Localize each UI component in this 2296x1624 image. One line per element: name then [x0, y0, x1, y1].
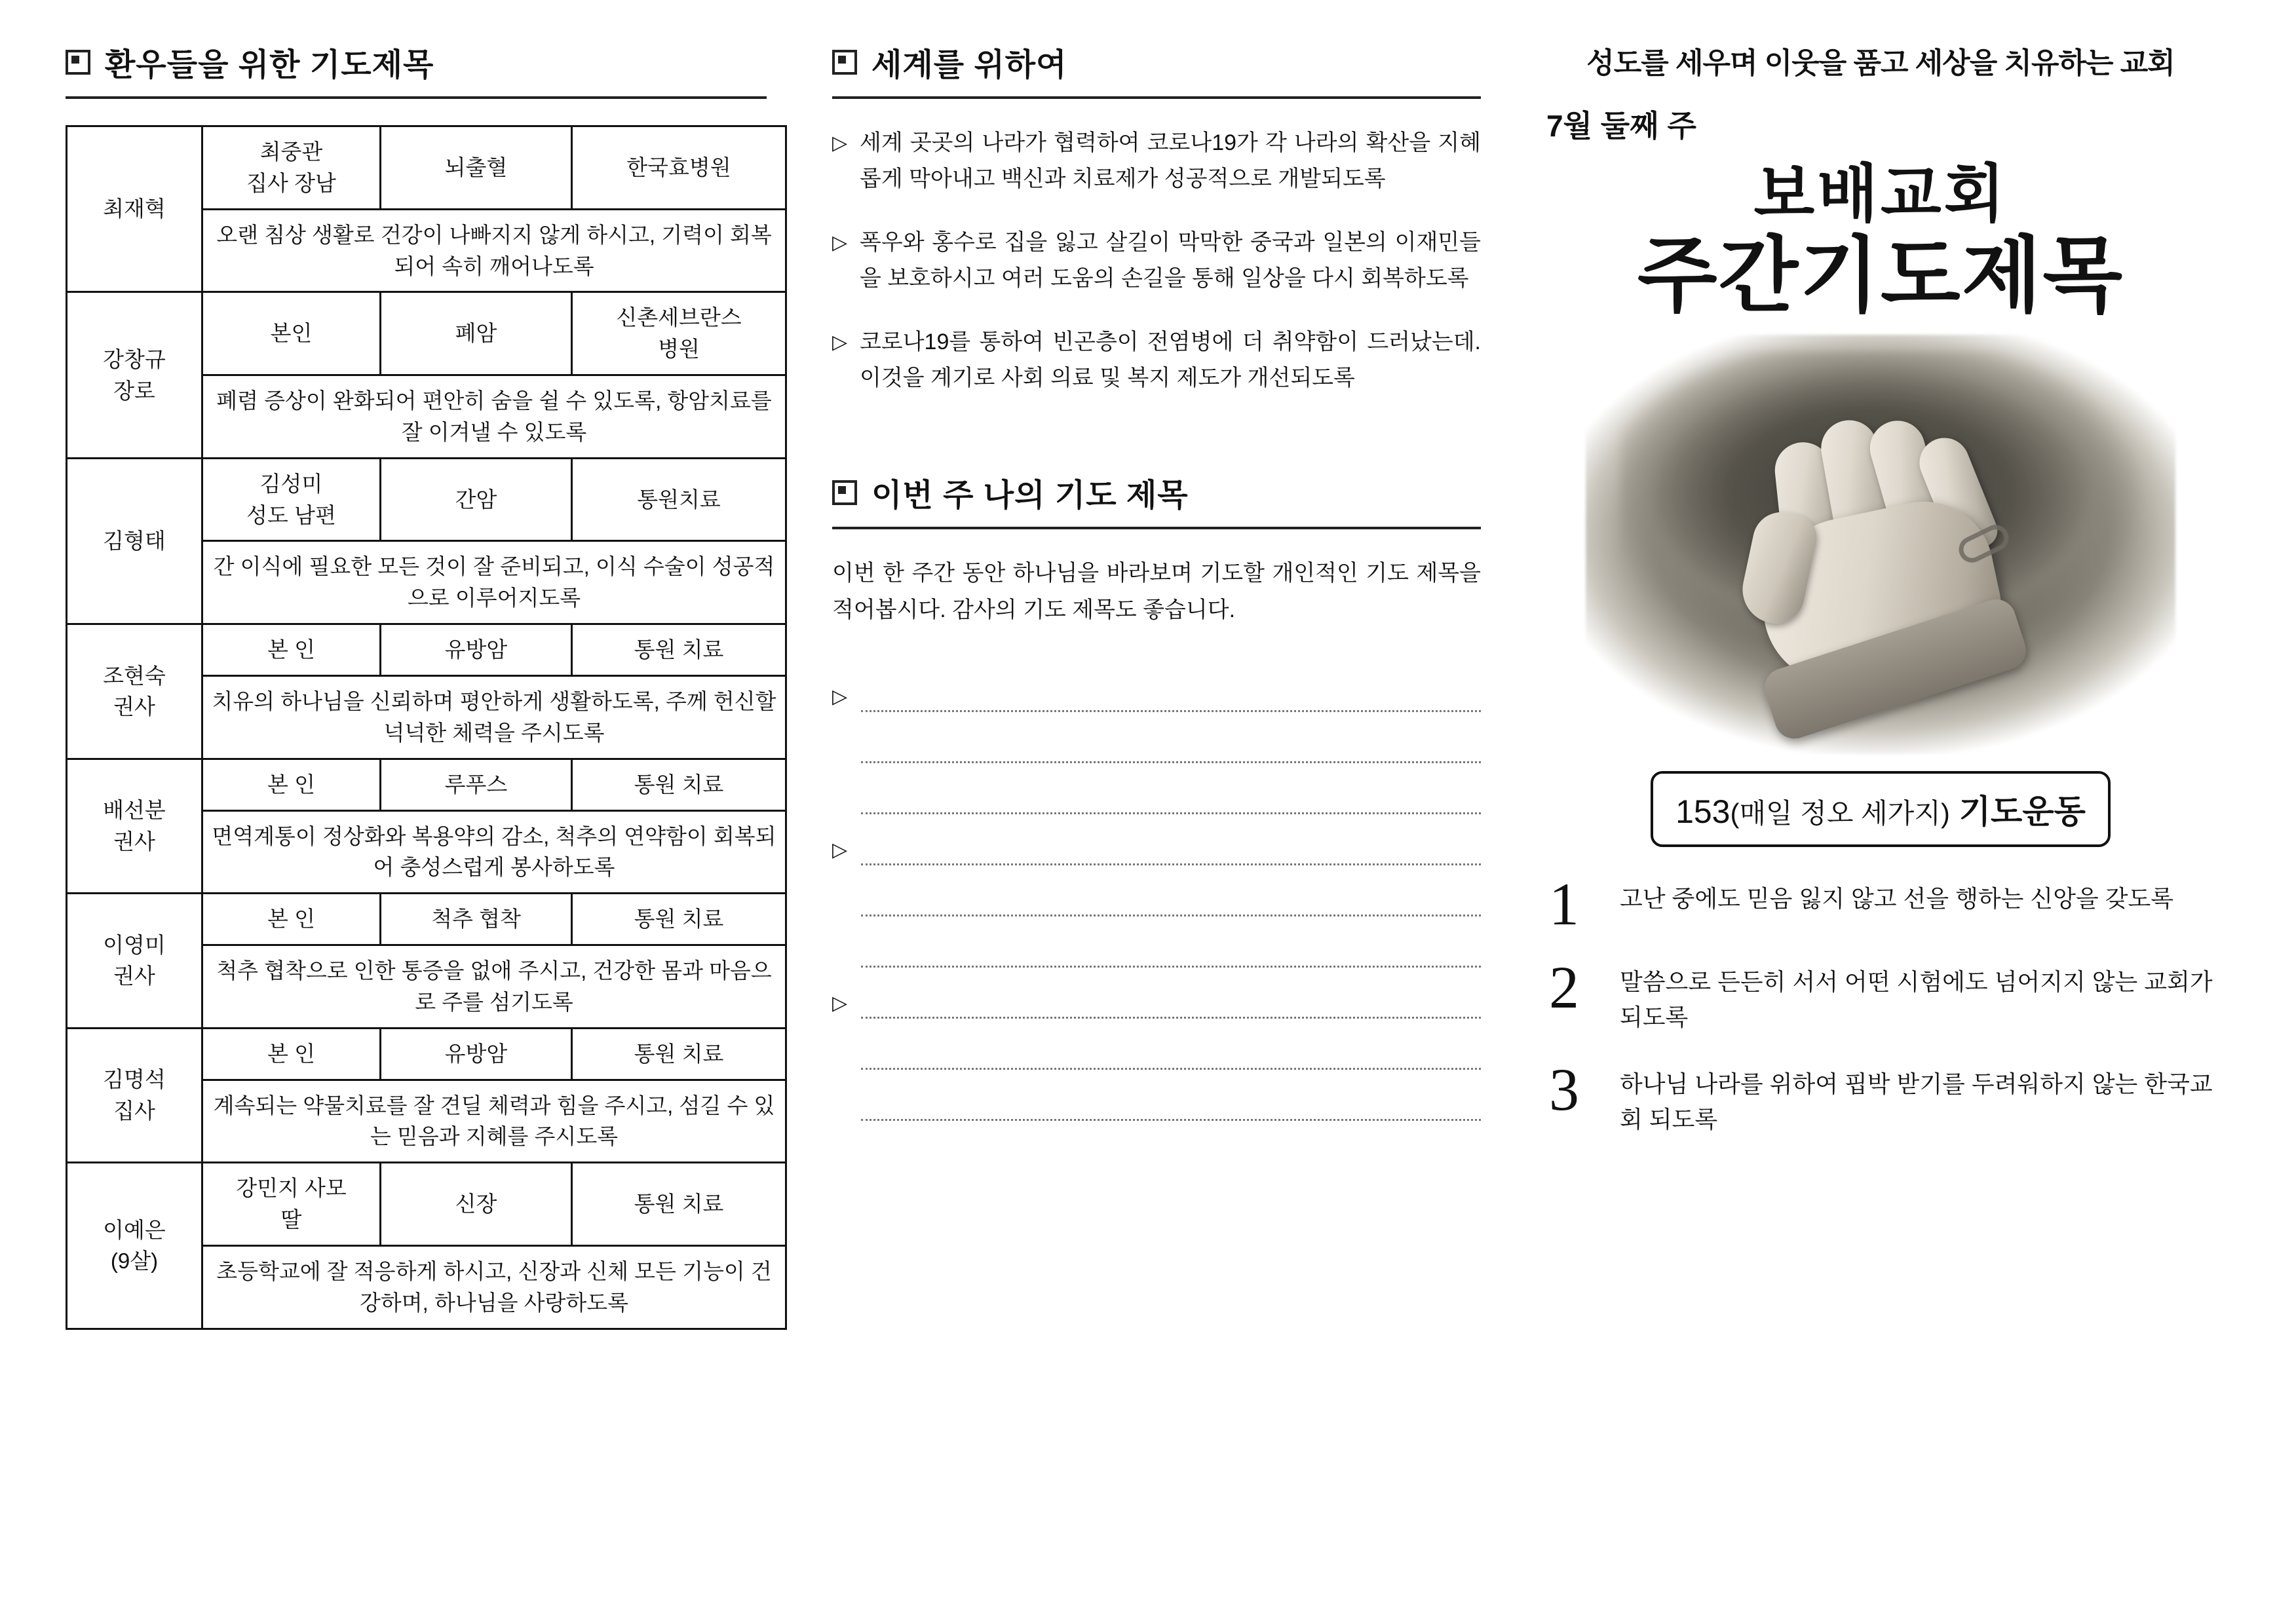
pledge-text: 하나님 나라를 위하여 핍박 받기를 두려워하지 않는 한국교회 되도록 — [1620, 1070, 2213, 1133]
patient-hospital: 통원 치료 — [572, 1163, 786, 1246]
patient-table-body — [67, 126, 786, 1329]
patient-relation: 본인 — [202, 292, 381, 375]
table-row — [67, 126, 786, 210]
patient-detail: 면역계통이 정상화와 복용약의 감소, 척추의 연약함이 회복되어 충성스럽게 봉사하도록 — [202, 810, 786, 894]
world-prayer-item — [832, 324, 1481, 396]
badge-paren: (매일 정오 세가지) — [1730, 797, 1950, 829]
world-prayer-text: 세계 곳곳의 나라가 협력하여 코로나19가 각 나라의 확산을 지혜롭게 막아내고 백신과 치료제가 성공적으로 개발되도록 — [860, 130, 1481, 192]
patient-detail: 오랜 침상 생활로 건강이 나빠지지 않게 하시고, 기력이 회복되어 속히 깨어나도록 — [202, 209, 786, 292]
patient-detail: 계속되는 약물치료를 잘 견딜 체력과 힘을 주시고, 섬길 수 있는 믿음과 지혜를 주시도록 — [202, 1080, 786, 1163]
column-cover — [1520, 39, 2221, 1598]
section-header-my-prayer — [832, 470, 1481, 529]
patient-relation: 강민지 사모 딸 — [202, 1163, 381, 1246]
patient-hospital: 통원 치료 — [572, 1028, 786, 1080]
patient-hospital: 한국효병원 — [572, 126, 786, 210]
pledge-item — [1540, 870, 2221, 937]
table-row — [67, 1163, 786, 1246]
week-label: 7월 둘째 주 — [1546, 109, 1696, 143]
write-line-row[interactable] — [832, 712, 1481, 763]
section-title-world: 세계를 위하여 — [871, 48, 1067, 83]
patient-relation: 본 인 — [202, 759, 381, 810]
badge-number: 153 — [1675, 793, 1731, 830]
write-line-row[interactable] — [832, 661, 1481, 712]
pledge-item — [1540, 1056, 2221, 1137]
patient-hospital: 통원 치료 — [572, 624, 786, 676]
pledge-number: 2 — [1549, 954, 1579, 1021]
patient-name: 배선분 권사 — [67, 759, 202, 894]
column-patients — [46, 39, 780, 1598]
patient-name: 강창규 장로 — [67, 292, 202, 458]
prayer-movement-badge — [1651, 771, 2111, 847]
write-line[interactable] — [861, 761, 1481, 763]
patient-detail: 척추 협착으로 인한 통증을 없애 주시고, 건강한 몸과 마음으로 주를 섬기도록 — [202, 945, 786, 1029]
pledge-text: 말씀으로 든든히 서서 어떤 시험에도 넘어지지 않는 교회가 되도록 — [1620, 968, 2213, 1031]
square-bullet-icon — [832, 480, 857, 505]
patient-hospital: 통원 치료 — [572, 759, 786, 810]
badge-label: 기도운동 — [1959, 793, 2086, 830]
write-line-row[interactable] — [832, 1070, 1481, 1121]
praying-hands-photo — [1586, 335, 2175, 754]
patient-name: 이영미 권사 — [67, 894, 202, 1029]
patient-relation: 본 인 — [202, 894, 381, 945]
table-row — [67, 624, 786, 676]
church-name: 보배교회 — [1753, 159, 2008, 229]
write-line[interactable] — [861, 915, 1481, 916]
world-prayer-item — [832, 125, 1481, 197]
patient-hospital: 통원 치료 — [572, 894, 786, 945]
section-header-patients — [66, 39, 767, 99]
write-line-row[interactable] — [832, 814, 1481, 865]
triangle-bullet-icon: ▷ — [832, 331, 848, 354]
triangle-bullet-icon: ▷ — [832, 839, 848, 861]
patient-detail: 간 이식에 필요한 모든 것이 잘 준비되고, 이식 수술이 성공적으로 이루어지도록 — [202, 541, 786, 624]
table-row — [67, 292, 786, 375]
church-slogan: 성도를 세우며 이웃을 품고 세상을 치유하는 교회 — [1586, 47, 2175, 79]
square-bullet-icon — [832, 50, 857, 75]
triangle-bullet-icon: ▷ — [832, 685, 848, 708]
triangle-bullet-icon: ▷ — [832, 992, 848, 1014]
patient-illness: 폐암 — [381, 292, 572, 375]
patient-relation: 최중관 집사 장남 — [202, 126, 381, 210]
my-prayer-write-area[interactable] — [832, 661, 1481, 1121]
triangle-bullet-icon: ▷ — [832, 232, 848, 254]
world-prayer-item — [832, 225, 1481, 297]
square-bullet-icon — [66, 50, 90, 75]
table-row — [67, 1028, 786, 1080]
patient-name: 최재혁 — [67, 126, 202, 292]
write-line[interactable] — [861, 1017, 1481, 1019]
section-header-world — [832, 39, 1481, 99]
patient-illness: 유방암 — [381, 624, 572, 676]
column-world-and-personal — [780, 39, 1520, 1598]
table-row — [67, 458, 786, 541]
patient-relation: 본 인 — [202, 624, 381, 676]
write-line[interactable] — [861, 1119, 1481, 1121]
patient-illness: 신장 — [381, 1163, 572, 1246]
write-line-row[interactable] — [832, 968, 1481, 1019]
patient-illness: 간암 — [381, 458, 572, 541]
table-row — [67, 759, 786, 810]
patient-name: 조현숙 권사 — [67, 624, 202, 759]
my-prayer-note: 이번 한 주간 동안 하나님을 바라보며 기도할 개인적인 기도 제목을 적어봅시다. 감사의 기도 제목도 좋습니다. — [832, 561, 1481, 622]
write-line[interactable] — [861, 863, 1481, 865]
write-line-row[interactable] — [832, 763, 1481, 814]
world-prayer-text: 폭우와 홍수로 집을 잃고 살길이 막막한 중국과 일본의 이재민들을 보호하시고 여러 도움의 손길을 통해 일상을 다시 회복하도록 — [860, 230, 1481, 292]
patient-hospital: 신촌세브란스 병원 — [572, 292, 786, 375]
section-title-patients: 환우들을 위한 기도제목 — [105, 48, 434, 83]
patient-hospital: 통원치료 — [572, 458, 786, 541]
patient-illness: 루푸스 — [381, 759, 572, 810]
patient-illness: 척추 협착 — [381, 894, 572, 945]
patient-name: 김형태 — [67, 458, 202, 624]
patient-relation: 본 인 — [202, 1028, 381, 1080]
write-line[interactable] — [861, 1068, 1481, 1070]
table-row — [67, 894, 786, 945]
write-line-row[interactable] — [832, 865, 1481, 916]
pledge-number: 1 — [1549, 870, 1579, 937]
patient-detail: 치유의 하나님을 신뢰하며 평안하게 생활하도록, 주께 헌신할 넉넉한 체력을 주시도록 — [202, 675, 786, 759]
patient-name: 김명석 집사 — [67, 1028, 202, 1163]
triangle-bullet-icon: ▷ — [832, 132, 848, 154]
patient-relation: 김성미 성도 남편 — [202, 458, 381, 541]
write-line-row[interactable] — [832, 916, 1481, 968]
patient-detail: 폐렴 증상이 완화되어 편안히 숨을 쉴 수 있도록, 항암치료를 잘 이겨낼 수 있도록 — [202, 375, 786, 459]
section-title-my-prayer: 이번 주 나의 기도 제목 — [871, 478, 1189, 514]
write-line[interactable] — [861, 966, 1481, 968]
patient-illness: 유방암 — [381, 1028, 572, 1080]
page-title: 주간기도제목 — [1637, 229, 2124, 322]
patient-illness: 뇌출혈 — [381, 126, 572, 210]
pledge-item — [1540, 954, 2221, 1035]
write-line-row[interactable] — [832, 1019, 1481, 1070]
pledge-text: 고난 중에도 믿음 잃지 않고 선을 행하는 신앙을 갖도록 — [1620, 884, 2174, 912]
spacer — [832, 424, 1481, 470]
write-line[interactable] — [861, 710, 1481, 712]
pledge-number: 3 — [1549, 1056, 1579, 1124]
world-prayer-text: 코로나19를 통하여 빈곤층이 전염병에 더 취약함이 드러났는데. 이것을 계기로 사회 의료 및 복지 제도가 개선되도록 — [860, 330, 1481, 391]
patient-detail: 초등학교에 잘 적응하게 하시고, 신장과 신체 모든 기능이 건강하며, 하나님을 사랑하도록 — [202, 1245, 786, 1329]
patient-prayer-table — [66, 125, 787, 1330]
write-line[interactable] — [861, 812, 1481, 814]
patient-name: 이예은 (9살) — [67, 1163, 202, 1329]
